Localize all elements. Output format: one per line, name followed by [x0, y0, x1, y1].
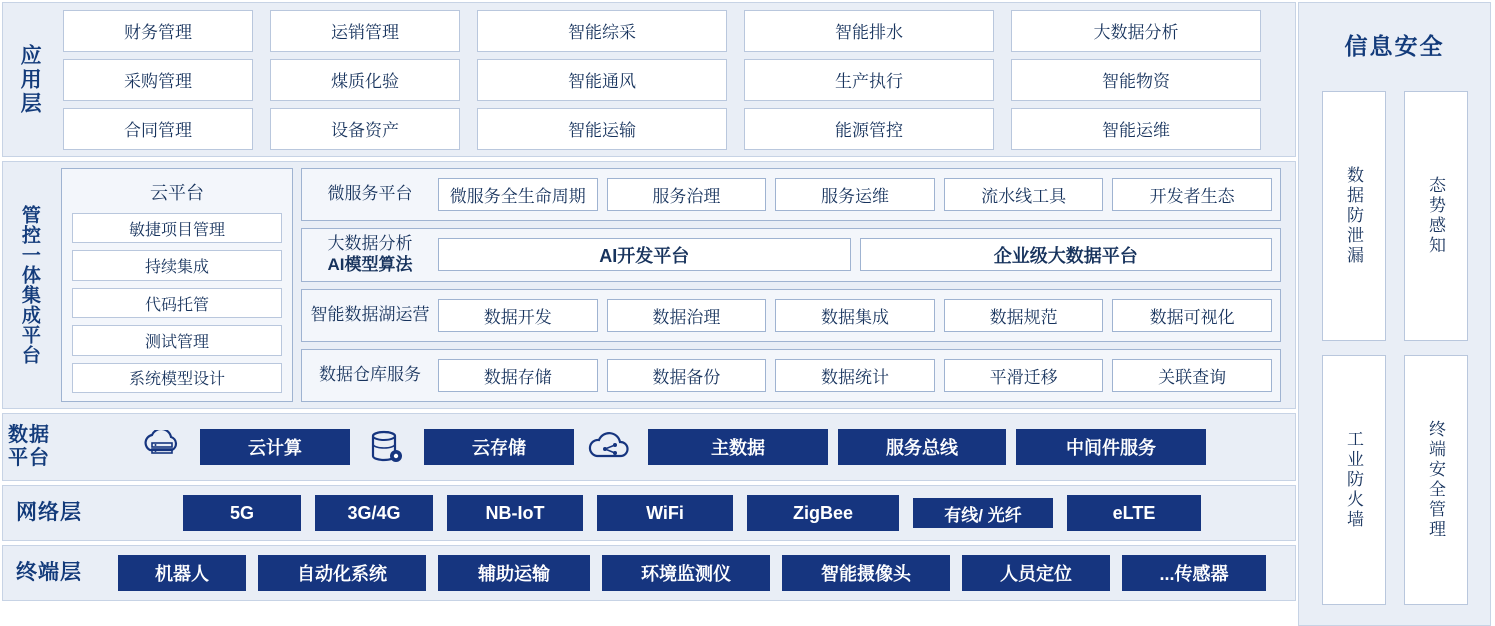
datawarehouse-row-label: 数据仓库服务: [319, 365, 421, 385]
datawarehouse-item[interactable]: 关联查询: [1112, 359, 1272, 392]
bigdata-ai-row-items: [438, 238, 1272, 271]
terminal-item[interactable]: ...传感器: [1122, 555, 1266, 591]
app-item[interactable]: 设备资产: [270, 108, 460, 150]
network-item[interactable]: NB-IoT: [447, 495, 583, 531]
microservice-item[interactable]: 服务治理: [607, 178, 767, 211]
cloud-item[interactable]: 测试管理: [72, 325, 282, 355]
data-platform-item[interactable]: 主数据: [648, 429, 828, 465]
terminal-item[interactable]: 辅助运输: [438, 555, 590, 591]
datalake-item[interactable]: 数据可视化: [1112, 299, 1272, 332]
microservice-item[interactable]: 微服务全生命周期: [438, 178, 598, 211]
microservice-row-items: [438, 178, 1272, 211]
datalake-item[interactable]: 数据集成: [775, 299, 935, 332]
app-item[interactable]: 智能物资: [1011, 59, 1261, 101]
network-item[interactable]: WiFi: [597, 495, 733, 531]
cloud-item[interactable]: 系统模型设计: [72, 363, 282, 393]
platform-layer-label: 管控一体集成平台: [18, 205, 40, 365]
network-layer-body: [95, 486, 1295, 540]
microservice-item[interactable]: 流水线工具: [944, 178, 1104, 211]
datalake-item[interactable]: 数据开发: [438, 299, 598, 332]
data-platform-label: 数据平台: [8, 424, 50, 469]
app-item[interactable]: 生产执行: [744, 59, 994, 101]
security-item[interactable]: 工业防火墙: [1322, 355, 1386, 605]
app-item[interactable]: 智能运输: [477, 108, 727, 150]
terminal-item[interactable]: 机器人: [118, 555, 246, 591]
terminal-layer-label: 终端层: [16, 560, 82, 584]
terminal-item[interactable]: 智能摄像头: [782, 555, 950, 591]
data-platform-band: [2, 413, 1296, 481]
terminal-layer-body: [95, 546, 1295, 600]
platform-layer-band: [2, 161, 1296, 409]
security-items-grid: [1322, 79, 1468, 619]
cloud-platform-box: [61, 168, 293, 402]
terminal-item[interactable]: 人员定位: [962, 555, 1110, 591]
data-platform-item[interactable]: 云计算: [200, 429, 350, 465]
cloud-item[interactable]: 代码托管: [72, 288, 282, 318]
cloud-network-icon: [584, 428, 638, 466]
network-item[interactable]: eLTE: [1067, 495, 1201, 531]
network-layer-band: [2, 485, 1296, 541]
bigdata-ai-label-line2: AI模型算法: [327, 254, 413, 274]
bigdata-ai-row: [301, 228, 1281, 281]
cloud-item[interactable]: 持续集成: [72, 250, 282, 280]
network-item[interactable]: ZigBee: [747, 495, 899, 531]
data-platform-item[interactable]: 云存储: [424, 429, 574, 465]
terminal-item[interactable]: 自动化系统: [258, 555, 426, 591]
datawarehouse-item[interactable]: 数据存储: [438, 359, 598, 392]
microservice-row-label: 微服务平台: [327, 184, 413, 204]
app-item[interactable]: 智能运维: [1011, 108, 1261, 150]
cloud-platform-title: 云平台: [150, 183, 204, 203]
security-item[interactable]: 态势感知: [1404, 91, 1468, 341]
security-item[interactable]: 终端安全管理: [1404, 355, 1468, 605]
cloud-item[interactable]: 敏捷项目管理: [72, 213, 282, 243]
app-item[interactable]: 智能综采: [477, 10, 727, 52]
terminal-layer-band: [2, 545, 1296, 601]
platform-layer-body: [55, 162, 1295, 408]
app-item[interactable]: 运销管理: [270, 10, 460, 52]
security-column-title: 信息安全: [1344, 32, 1445, 59]
datawarehouse-item[interactable]: 数据备份: [607, 359, 767, 392]
security-item[interactable]: 数据防泄漏: [1322, 91, 1386, 341]
app-item[interactable]: 大数据分析: [1011, 10, 1261, 52]
bigdata-ai-row-label: [302, 234, 438, 275]
data-platform-item[interactable]: 服务总线: [838, 429, 1006, 465]
network-item[interactable]: 5G: [183, 495, 301, 531]
application-layer-body: [55, 3, 1295, 156]
app-item[interactable]: 财务管理: [63, 10, 253, 52]
network-layer-label: 网络层: [16, 500, 82, 524]
datalake-row: [301, 289, 1281, 342]
application-layer-band: [2, 2, 1296, 157]
security-column: [1298, 2, 1491, 626]
datawarehouse-row: [301, 349, 1281, 402]
application-layer-grid: [55, 2, 1295, 158]
app-item[interactable]: 智能通风: [477, 59, 727, 101]
terminal-item[interactable]: 环境监测仪: [602, 555, 770, 591]
app-item[interactable]: 煤质化验: [270, 59, 460, 101]
network-item[interactable]: 3G/4G: [315, 495, 433, 531]
microservice-item[interactable]: 服务运维: [775, 178, 935, 211]
network-item[interactable]: 有线/ 光纤: [913, 498, 1053, 528]
app-item[interactable]: 合同管理: [63, 108, 253, 150]
cloud-server-icon: [136, 428, 190, 466]
app-item[interactable]: 采购管理: [63, 59, 253, 101]
app-item[interactable]: 能源管控: [744, 108, 994, 150]
bigdata-ai-label-line1: 大数据分析: [327, 234, 413, 254]
data-platform-item[interactable]: 中间件服务: [1016, 429, 1206, 465]
datalake-row-label: 智能数据湖运营: [310, 304, 430, 324]
datawarehouse-item[interactable]: 平滑迁移: [944, 359, 1104, 392]
platform-rows: [301, 168, 1281, 402]
datalake-row-items: [438, 299, 1272, 332]
datalake-item[interactable]: 数据规范: [944, 299, 1104, 332]
application-layer-label: 应用层: [18, 43, 42, 116]
datawarehouse-row-items: [438, 359, 1272, 392]
microservice-row: [301, 168, 1281, 221]
database-gear-icon: [360, 428, 414, 466]
microservice-item[interactable]: 开发者生态: [1112, 178, 1272, 211]
bigdata-ai-item[interactable]: 企业级大数据平台: [860, 238, 1273, 271]
datawarehouse-item[interactable]: 数据统计: [775, 359, 935, 392]
app-item[interactable]: 智能排水: [744, 10, 994, 52]
data-platform-body: [55, 414, 1295, 480]
bigdata-ai-item[interactable]: AI开发平台: [438, 238, 851, 271]
datalake-item[interactable]: 数据治理: [607, 299, 767, 332]
